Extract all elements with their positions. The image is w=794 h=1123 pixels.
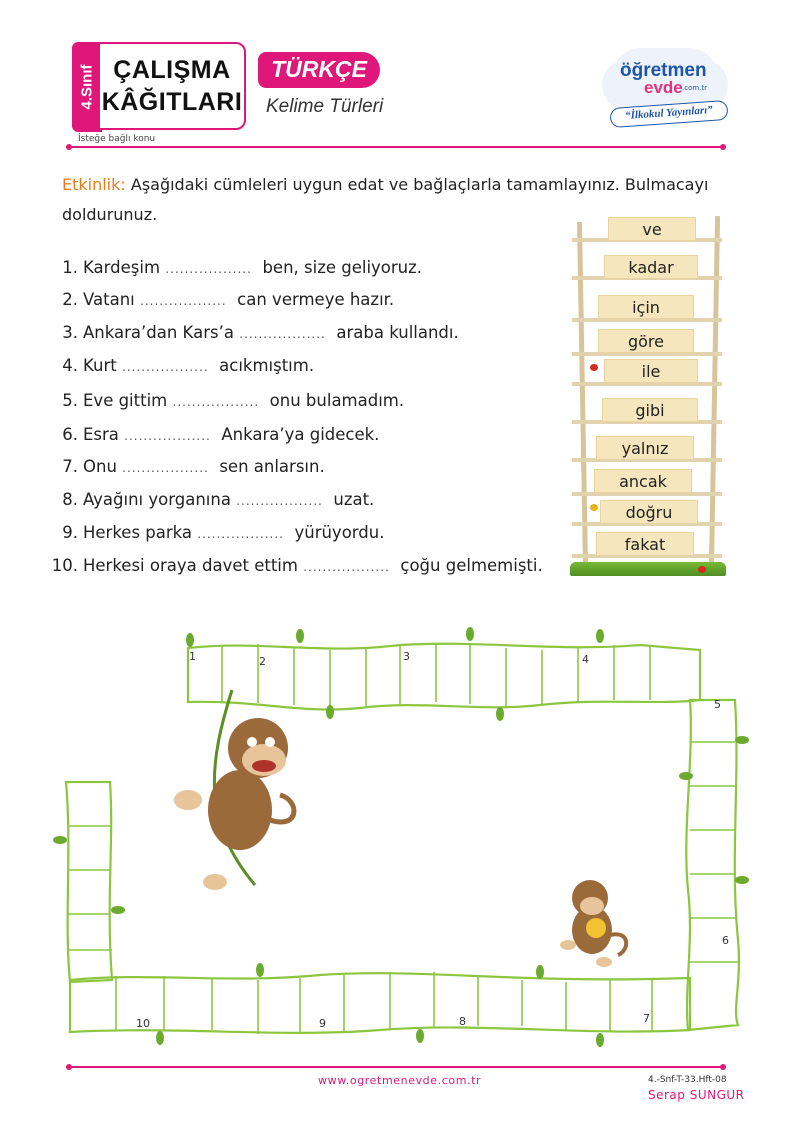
- logo-domain: .com.tr: [682, 84, 708, 92]
- question-number: 6.: [62, 425, 78, 444]
- footer-sheet-code: 4.-Snf-T-33.Hft-08: [648, 1075, 727, 1085]
- puzzle-number-2: 2: [259, 655, 266, 668]
- footer-website-link[interactable]: www.ogretmenevde.com.tr: [318, 1074, 482, 1087]
- puzzle-path-left: [66, 782, 112, 982]
- word-bank-item-yalniz: yalnız: [596, 436, 694, 460]
- logo-brand-evde: evde: [644, 78, 683, 97]
- question-number: 4.: [62, 356, 78, 375]
- question-text-before: Eve gittim: [83, 391, 168, 410]
- activity-text: Aşağıdaki cümleleri uygun edat ve bağlaçlarla tamamlayınız. Bulmacayı doldurunuz.: [62, 175, 709, 224]
- answer-blank[interactable]: ..................: [122, 461, 209, 475]
- logo-tagline: “İlkokul Yayınları”: [624, 103, 714, 123]
- question-text-before: Herkesi oraya davet ettim: [83, 556, 298, 575]
- word-bank-item-ancak: ancak: [594, 469, 692, 493]
- question-number: 5.: [62, 391, 78, 410]
- footer-dot-right: [720, 1064, 726, 1070]
- question-text-after: Ankara’ya gidecek.: [221, 425, 380, 444]
- puzzle-path-bottom: [70, 973, 690, 1033]
- grade-label: 4.Sınıf: [78, 64, 96, 110]
- word-bank-item-dogru: doğru: [600, 500, 698, 524]
- word-bank-item-ve: ve: [608, 217, 696, 241]
- question-text-before: Esra: [83, 425, 119, 444]
- activity-label: Etkinlik:: [62, 175, 126, 194]
- question-text-before: Onu: [83, 457, 117, 476]
- title-line-1: ÇALIŞMA: [113, 56, 231, 84]
- question-number: 7.: [62, 457, 78, 476]
- optional-topic-note: İsteğe bağlı konu: [78, 134, 156, 144]
- logo-brand-ogretmen: öğretmen: [620, 60, 707, 81]
- question-text-after: uzat.: [333, 490, 375, 509]
- question-text-before: Ayağını yorganına: [83, 490, 231, 509]
- answer-blank[interactable]: ..................: [236, 494, 323, 508]
- puzzle-number-10: 10: [136, 1017, 150, 1030]
- question-text-before: Vatanı: [83, 290, 135, 309]
- footer-dot-left: [66, 1064, 72, 1070]
- topic-title: Kelime Türleri: [266, 96, 384, 117]
- question-text-before: Kurt: [83, 356, 117, 375]
- question-text-after: çoğu gelmemişti.: [400, 556, 543, 575]
- answer-blank[interactable]: ..................: [197, 527, 284, 541]
- answer-blank[interactable]: ..................: [303, 560, 390, 574]
- question-text-after: ben, size geliyoruz.: [262, 258, 423, 277]
- question-text-after: acıkmıştım.: [219, 356, 315, 375]
- question-text-after: araba kullandı.: [336, 323, 459, 342]
- answer-blank[interactable]: ..................: [165, 262, 252, 276]
- answer-blank[interactable]: ..................: [121, 360, 209, 374]
- puzzle-number-5: 5: [714, 698, 721, 711]
- word-bank-item-kadar: kadar: [604, 255, 698, 279]
- question-text-before: Ankara’dan Kars’a: [83, 323, 234, 342]
- puzzle-number-4: 4: [582, 653, 589, 666]
- question-text-after: can vermeye hazır.: [237, 290, 395, 309]
- footer-author: Serap SUNGUR: [648, 1088, 745, 1102]
- question-number: 9.: [62, 523, 78, 542]
- question-text-after: yürüyordu.: [294, 523, 385, 542]
- puzzle-number-8: 8: [459, 1015, 466, 1028]
- subject-label: TÜRKÇE: [271, 56, 367, 82]
- question-number: 8.: [62, 490, 78, 509]
- puzzle-number-7: 7: [643, 1012, 650, 1025]
- footer-divider: [70, 1066, 724, 1068]
- monkey-illustration-large: [174, 690, 294, 890]
- word-bank-item-icin: için: [598, 295, 694, 319]
- monkey-illustration-small: [560, 880, 626, 967]
- answer-blank[interactable]: ..................: [140, 294, 227, 308]
- puzzle-number-9: 9: [319, 1017, 326, 1030]
- puzzle-number-1: 1: [189, 650, 196, 663]
- answer-blank[interactable]: ..................: [124, 429, 211, 443]
- question-number: 1.: [62, 258, 78, 277]
- word-bank-item-ile: ile: [604, 359, 698, 383]
- word-bank-item-gibi: gibi: [602, 398, 698, 422]
- question-number: 3.: [62, 323, 78, 342]
- word-bank-item-fakat: fakat: [596, 532, 694, 556]
- question-text-before: Herkes parka: [83, 523, 193, 542]
- puzzle-path-top: [188, 644, 700, 710]
- answer-blank[interactable]: ..................: [172, 395, 260, 409]
- puzzle-number-3: 3: [403, 650, 410, 663]
- title-line-2: KÂĞITLARI: [101, 88, 243, 116]
- answer-blank[interactable]: ..................: [239, 327, 326, 341]
- question-text-after: sen anlarsın.: [219, 457, 325, 476]
- word-bank-item-gore: göre: [598, 329, 694, 353]
- question-number: 2.: [62, 290, 78, 309]
- question-text-before: Kardeşim: [83, 258, 161, 277]
- puzzle-number-6: 6: [722, 934, 729, 947]
- question-text-after: onu bulamadım.: [269, 391, 405, 410]
- question-number: 10.: [51, 556, 78, 575]
- puzzle-path-right: [686, 700, 739, 1030]
